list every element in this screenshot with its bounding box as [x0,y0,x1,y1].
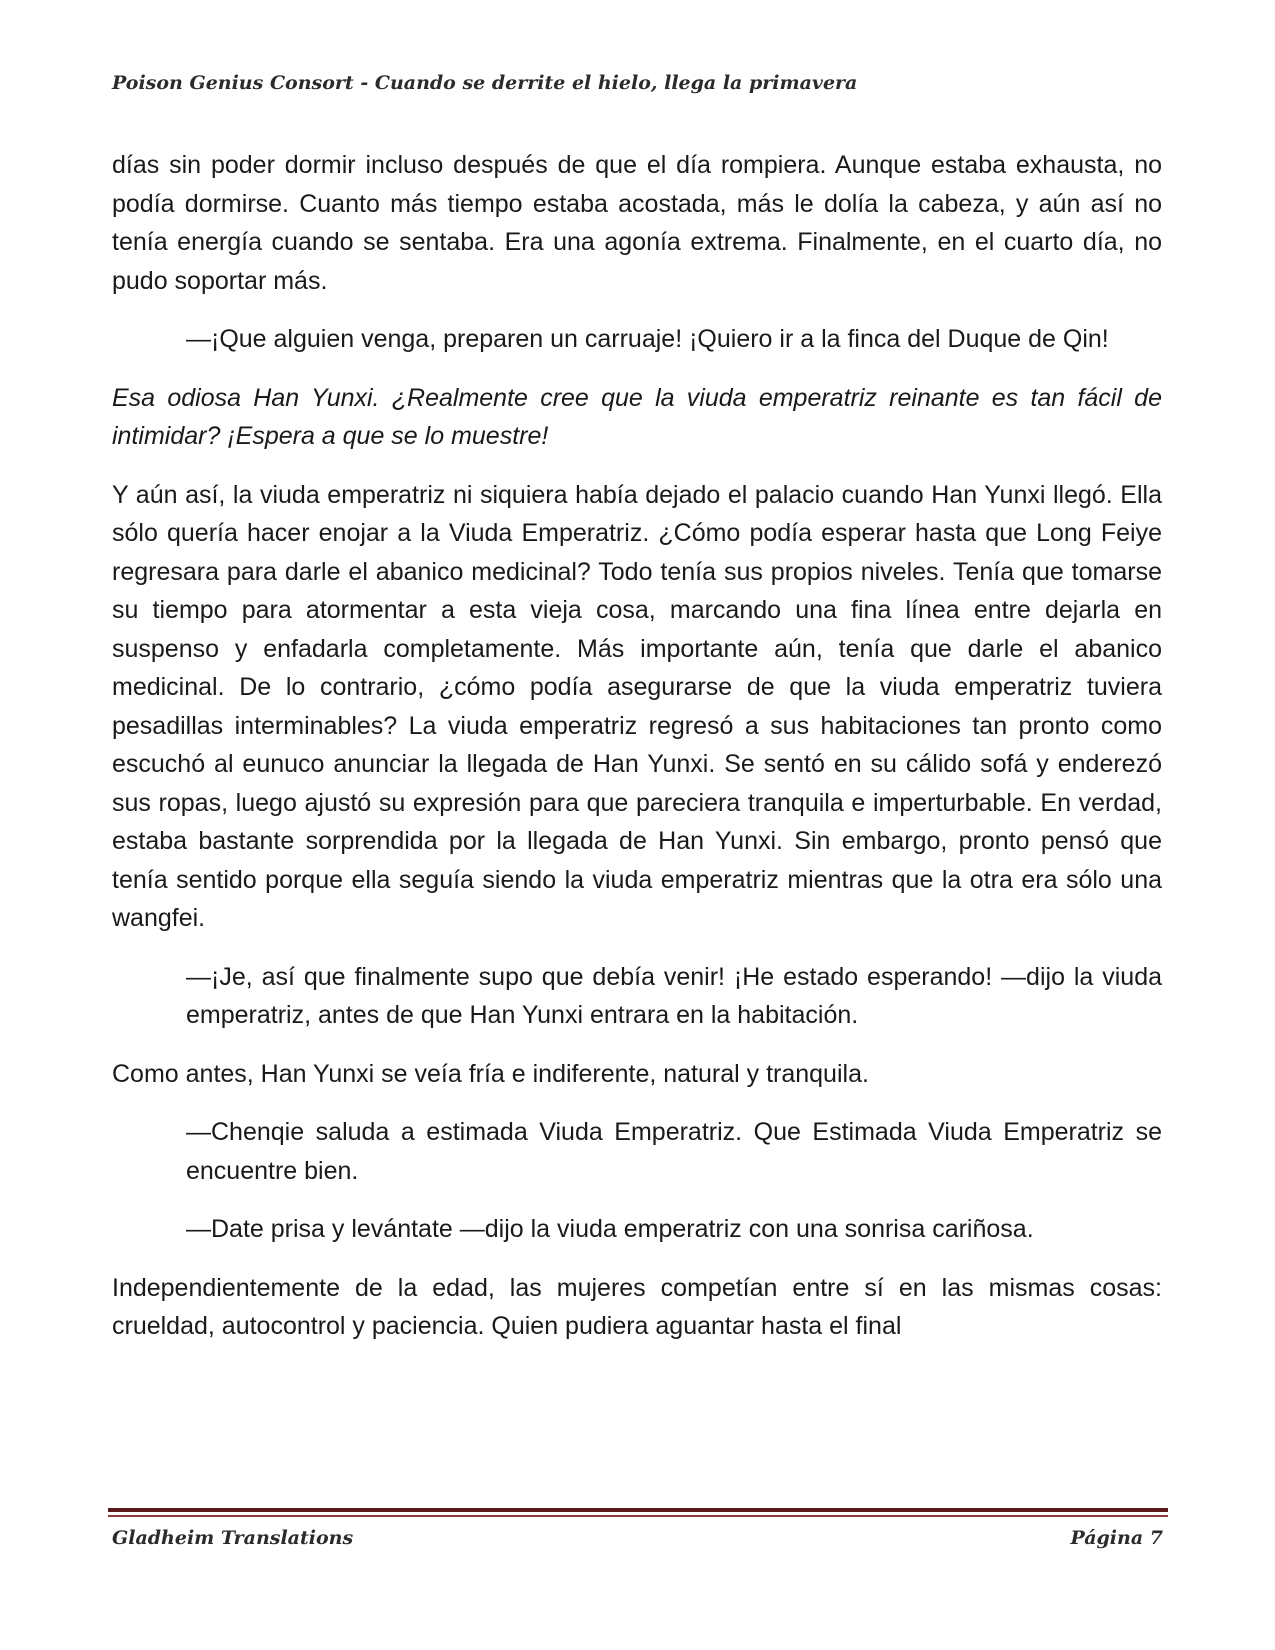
dialog-paragraph: —¡Que alguien venga, preparen un carruaje! ¡Quiero ir a la finca del Duque de Qin! [186,325,1109,353]
footer-publisher: Gladheim Translations [112,1527,354,1549]
page-body [112,146,1162,1346]
body-paragraph: Como antes, Han Yunxi se veía fría e indiferente, natural y tranquila. [112,1059,869,1088]
body-paragraph: días sin poder dormir incluso después de que el día rompiera. Aunque estaba exhausta, no podía dormirse. Cuanto más tiempo estaba acostada, más le dolía la cabeza, y aún así no tenía energía cuando se sentaba. Era una agonía extrema. Finalmente, en el cuarto día, no pudo soportar más. [112,151,1162,295]
dialog-paragraph: —Chenqie saluda a estimada Viuda Emperatriz. Que Estimada Viuda Emperatriz se encuentre bien. [186,1118,1162,1185]
body-paragraph: Y aún así, la viuda emperatriz ni siquiera había dejado el palacio cuando Han Yunxi llegó. Ella sólo quería hacer enojar a la Viuda Emperatriz. ¿Cómo podía esperar hasta que Long Feiye regresara para darle el abanico medicinal? Todo tenía sus propios niveles. Tenía que tomarse su tiempo para atormentar a esta vieja cosa, marcando una fina línea entre dejarla en suspenso y enfadarla completamente. Más importante aún, tenía que darle el abanico medicinal. De lo contrario, ¿cómo podía asegurarse de que la viuda emperatriz tuviera pesadillas interminables? La viuda emperatriz regresó a sus habitaciones tan pronto como escuchó al eunuco anunciar la llegada de Han Yunxi. Se sentó en su cálido sofá y enderezó sus ropas, luego ajustó su expresión para que pareciera tranquila e imperturbable. En verdad, estaba bastante sorprendida por la llegada de Han Yunxi. Sin embargo, pronto pensó que tenía sentido porque ella seguía siendo la viuda emperatriz mientras que la otra era sólo una wangfei. [112,480,1162,932]
page-header: Poison Genius Consort - Cuando se derrite el hielo, llega la primavera [112,72,858,94]
thought-paragraph: Esa odiosa Han Yunxi. ¿Realmente cree que la viuda emperatriz reinante es tan fácil de intimidar? ¡Espera a que se lo muestre! [112,383,1162,450]
footer-divider-thin [108,1515,1168,1517]
dialog-paragraph: —¡Je, así que finalmente supo que debía venir! ¡He estado esperando! —dijo la viuda emperatriz, antes de que Han Yunxi entrara en la habitación. [186,962,1162,1029]
dialog-paragraph: —Date prisa y levántate —dijo la viuda emperatriz con una sonrisa cariñosa. [186,1215,1034,1243]
footer-divider [108,1508,1168,1512]
page-number: Página 7 [1070,1527,1163,1549]
body-paragraph: Independientemente de la edad, las mujeres competían entre sí en las mismas cosas: crueldad, autocontrol y paciencia. Quien pudiera aguantar hasta el final [112,1273,1162,1340]
